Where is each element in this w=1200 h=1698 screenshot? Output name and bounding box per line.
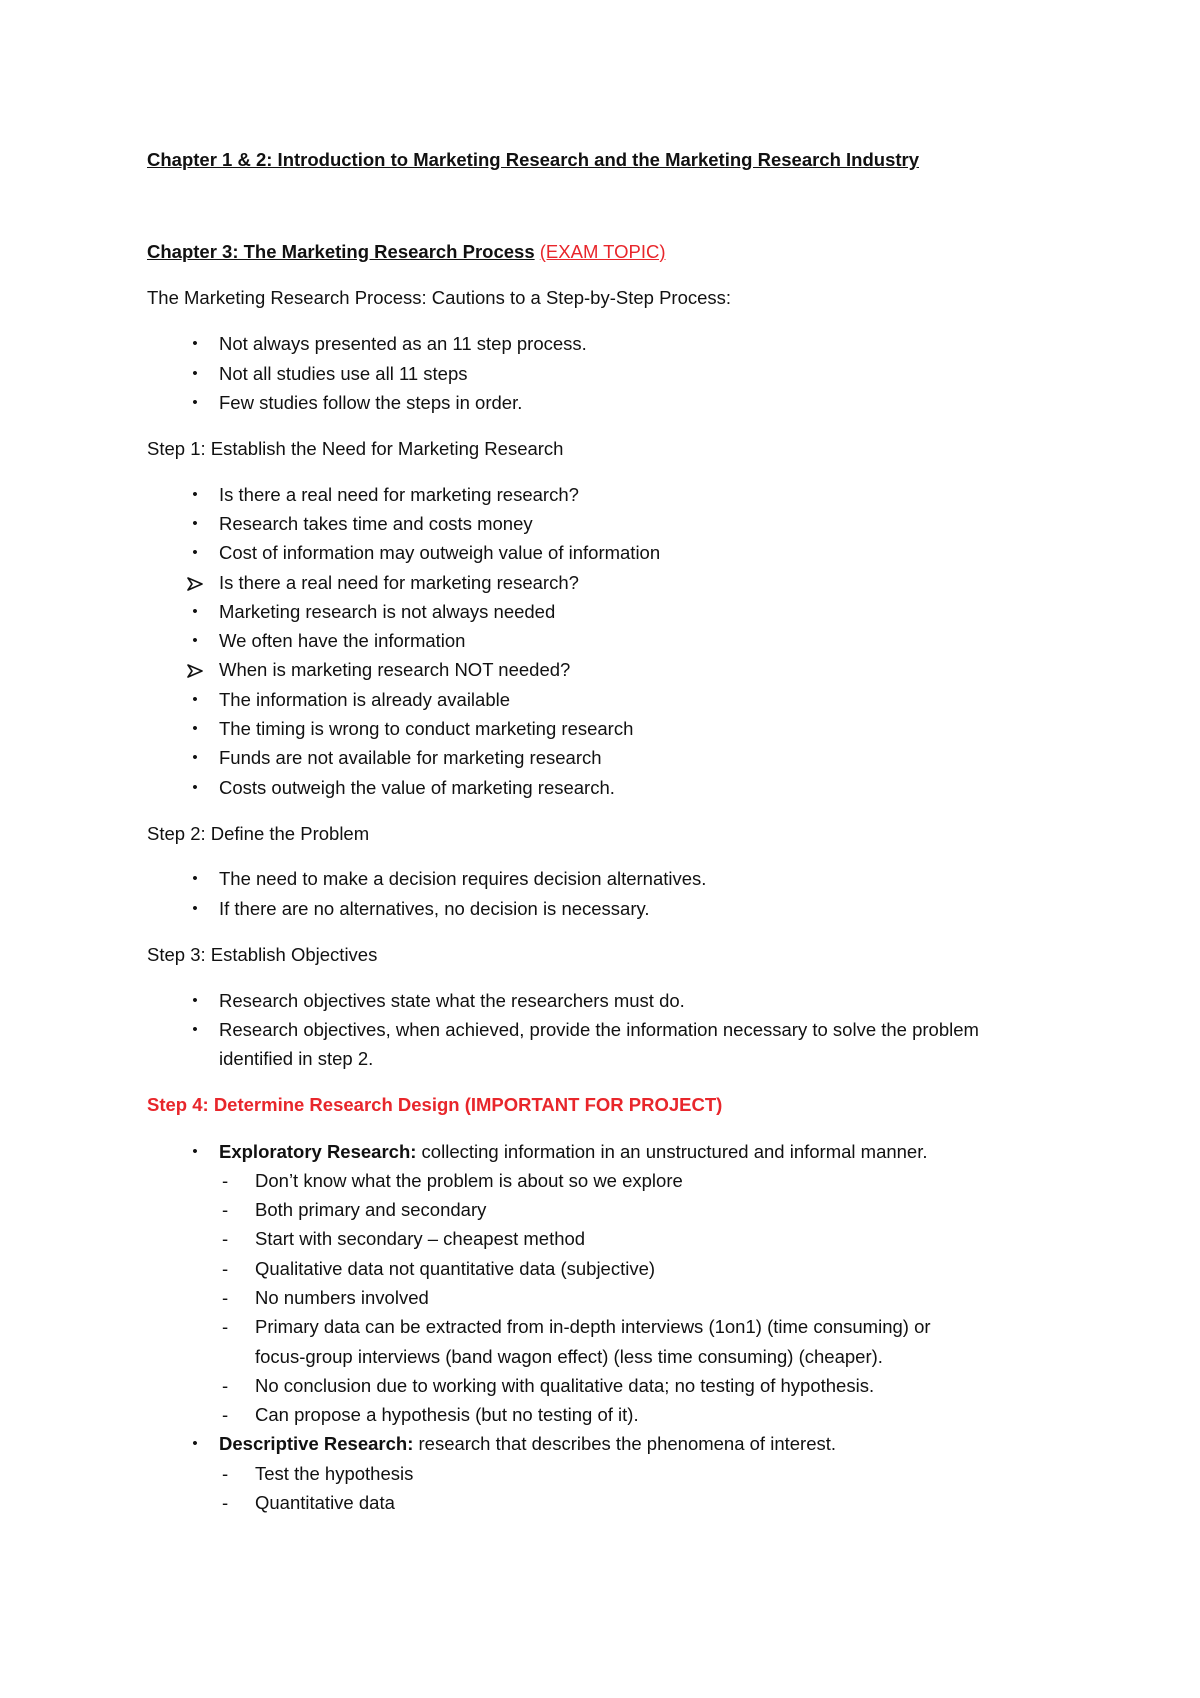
descriptive-term: Descriptive Research:: [219, 1433, 414, 1454]
dash-icon: -: [222, 1316, 229, 1337]
step-2-title: Step 2: Define the Problem: [147, 823, 370, 844]
bullet-icon: •: [192, 1435, 198, 1452]
dash-icon: -: [222, 1199, 229, 1220]
bullet-icon: •: [192, 544, 198, 561]
exam-topic-tag: (EXAM TOPIC): [539, 241, 666, 262]
bullet-icon: •: [192, 779, 198, 796]
dash-icon: -: [222, 1463, 229, 1484]
dash-icon: -: [222, 1375, 229, 1396]
step-4-title: Step 4: Determine Research Design (IMPORTANT FOR PROJECT): [147, 1094, 723, 1115]
bullet-icon: •: [192, 394, 198, 411]
chapter-3-heading: [147, 240, 666, 264]
chapter-1-2-heading: Chapter 1 & 2: Introduction to Marketing Research and the Marketing Research Industry: [147, 149, 920, 170]
bullet-icon: •: [192, 992, 198, 1009]
bullet-icon: •: [192, 749, 198, 766]
bullet-icon: •: [192, 515, 198, 532]
bullet-icon: •: [192, 1021, 198, 1038]
step-1-title: Step 1: Establish the Need for Marketing Research: [147, 438, 564, 459]
bullet-icon: •: [192, 632, 198, 649]
exploratory-term: Exploratory Research:: [219, 1141, 417, 1162]
bullet-icon: •: [192, 365, 198, 382]
exploratory-definition: collecting information in an unstructured and informal manner.: [416, 1141, 928, 1162]
cautions-intro: The Marketing Research Process: Cautions to a Step-by-Step Process:: [147, 287, 732, 308]
dash-icon: -: [222, 1228, 229, 1249]
bullet-icon: •: [192, 870, 198, 887]
dash-icon: -: [222, 1287, 229, 1308]
bullet-icon: •: [192, 335, 198, 352]
dash-icon: -: [222, 1258, 229, 1279]
dash-icon: -: [222, 1492, 229, 1513]
bullet-icon: •: [192, 603, 198, 620]
descriptive-definition: research that describes the phenomena of interest.: [413, 1433, 837, 1454]
bullet-icon: •: [192, 486, 198, 503]
bullet-icon: •: [192, 720, 198, 737]
dash-icon: -: [222, 1170, 229, 1191]
step-3-title: Step 3: Establish Objectives: [147, 944, 378, 965]
bullet-icon: •: [192, 1143, 198, 1160]
dash-icon: -: [222, 1404, 229, 1425]
bullet-icon: •: [192, 691, 198, 708]
bullet-icon: •: [192, 900, 198, 917]
chapter-3-title: Chapter 3: The Marketing Research Process: [147, 241, 535, 262]
